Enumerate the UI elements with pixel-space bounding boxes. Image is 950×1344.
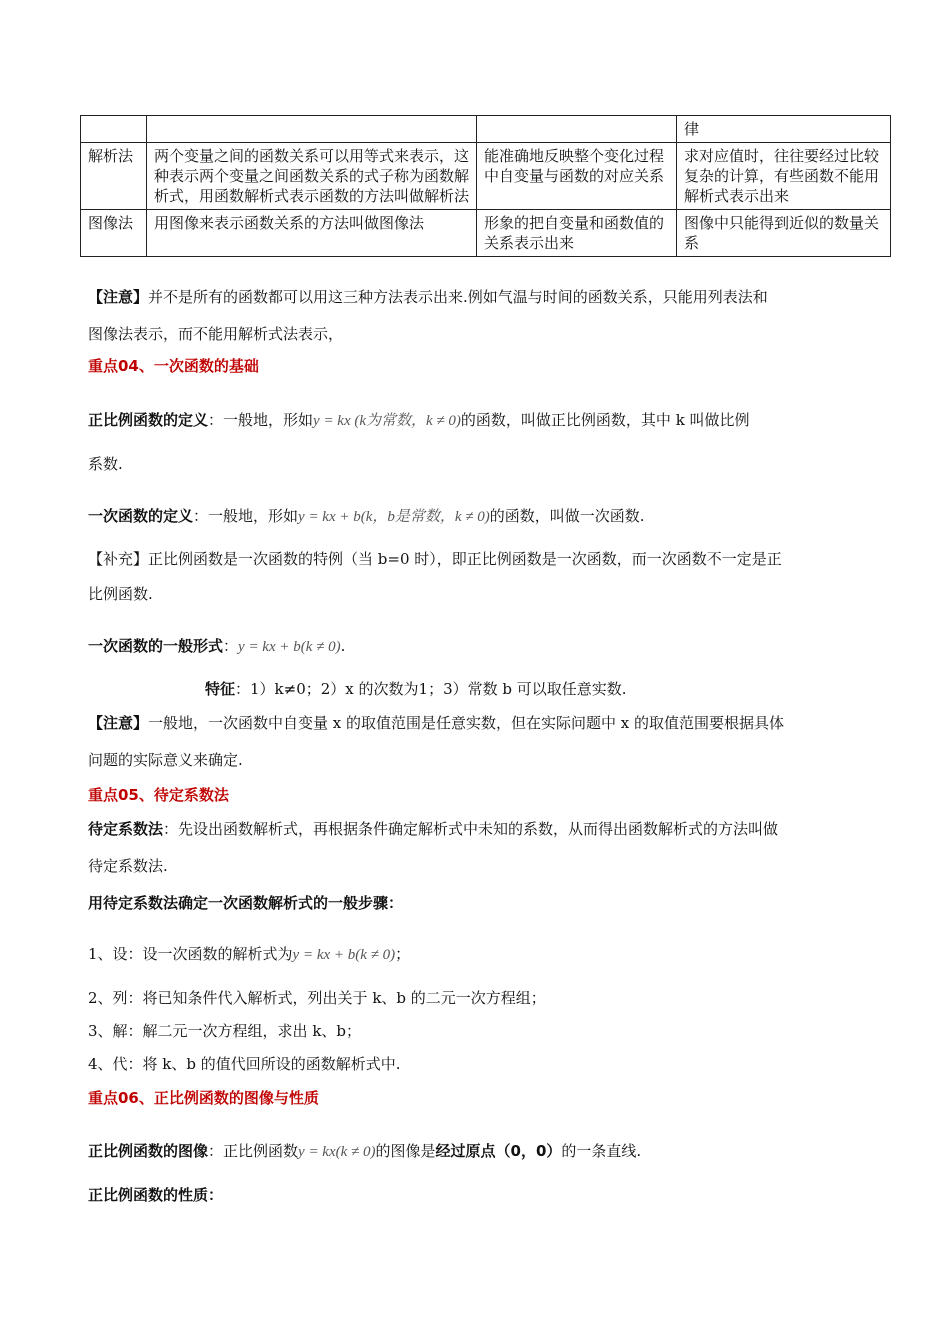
table-cell: 解析法 [81,143,147,210]
table-row [81,210,891,257]
step-item [88,943,878,966]
graph-text: 的一条直线. [561,1142,642,1160]
step-text: 1、设：设一次函数的解析式为 [88,945,293,963]
definition-label: 一次函数的定义 [88,507,194,525]
general-form-label: 一次函数的一般形式 [88,637,224,655]
table-cell: 求对应值时，往往要经过比较复杂的计算，有些函数不能用解析式表示出来 [677,143,891,210]
definition-paragraph [88,409,878,432]
supplement-text: 正比例函数是一次函数的特例（当 b=0 时），即正比例函数是一次函数，而一次函数不一定是正 [148,550,782,568]
definition-text: ：先设出函数解析式，再根据条件确定解析式中未知的系数，从而得出函数解析式的方法叫做 [163,820,779,838]
formula: y = kx(k ≠ 0) [298,1144,376,1160]
note-paragraph [88,286,878,308]
section-heading: 重点04、一次函数的基础 [88,357,259,375]
step-item: 4、代：将 k、b 的值代回所设的函数解析式中. [88,1055,401,1073]
note-text: 问题的实际意义来确定. [88,751,243,769]
definition-text: 的函数，叫做正比例函数，其中 k 叫做比例 [460,411,750,429]
formula: y = kx (k为常数，k ≠ 0) [313,413,461,429]
function-methods-table [80,115,891,257]
section-heading: 重点05、待定系数法 [88,786,229,804]
steps-title: 用待定系数法确定一次函数解析式的一般步骤： [88,894,404,912]
table-cell: 律 [677,116,891,143]
table-cell: 图像中只能得到近似的数量关系 [677,210,891,257]
definition-paragraph [88,818,878,840]
note-tag: 【注意】 [88,714,149,732]
formula: y = kx + b(k ≠ 0) [238,639,341,655]
supplement-paragraph-cont [88,583,878,605]
feature-text: ：1）k≠0；2）x 的次数为1；3）常数 b 可以取任意实数. [235,680,627,698]
definition-text: ：一般地，形如 [193,507,299,525]
definition-text: 系数. [88,455,123,473]
graph-paragraph [88,1140,878,1163]
feature-paragraph [205,678,950,700]
definition-text: 的函数，叫做一次函数. [489,507,645,525]
definition-label: 待定系数法 [88,820,164,838]
table-cell [147,116,477,143]
section-heading: 重点06、正比例函数的图像与性质 [88,1089,319,1107]
step-item: 3、解：解二元一次方程组，求出 k、b； [88,1022,362,1040]
table-cell: 用图像来表示函数关系的方法叫做图像法 [147,210,477,257]
table-cell: 两个变量之间的函数关系可以用等式来表示，这种表示两个变量之间函数关系的式子称为函数解析式，用函数解析式表示函数的方法叫做解析法 [147,143,477,210]
graph-emphasis: 经过原点（0，0） [435,1142,562,1160]
definition-label: 正比例函数的定义 [88,411,209,429]
step-item: 2、列：将已知条件代入解析式，列出关于 k、b 的二元一次方程组； [88,989,546,1007]
note-text: 并不是所有的函数都可以用这三种方法表示出来.例如气温与时间的函数关系，只能用列表法和 [148,288,768,306]
graph-text: ：正比例函数 [208,1142,299,1160]
note-text: 图像法表示，而不能用解析式法表示， [88,325,344,343]
definition-paragraph-cont [88,453,878,475]
feature-label: 特征 [205,680,236,698]
definition-paragraph-cont [88,855,878,877]
note-paragraph [88,712,878,734]
note-paragraph-cont [88,749,878,771]
table-cell: 形象的把自变量和函数值的关系表示出来 [477,210,677,257]
note-text: 一般地，一次函数中自变量 x 的取值范围是任意实数，但在实际问题中 x 的取值范围要根据具体 [148,714,785,732]
table-cell [477,116,677,143]
definition-paragraph [88,505,878,528]
table-row [81,116,891,143]
note-tag: 【注意】 [88,288,149,306]
note-paragraph-cont [88,323,878,345]
table-cell [81,116,147,143]
graph-text: 的图像是 [375,1142,436,1160]
table-cell: 能准确地反映整个变化过程中自变量与函数的对应关系 [477,143,677,210]
definition-text: 待定系数法. [88,857,168,875]
colon: ： [223,637,239,655]
period: . [340,637,346,655]
supplement-paragraph [88,548,878,570]
graph-label: 正比例函数的图像 [88,1142,209,1160]
semicolon: ； [395,945,411,963]
supplement-tag: 【补充】 [88,550,149,568]
table-row [81,143,891,210]
formula: y = kx + b(k ≠ 0) [292,947,396,963]
supplement-text: 比例函数. [88,585,153,603]
general-form-paragraph [88,635,878,658]
formula: y = kx + b(k，b是常数，k ≠ 0) [298,509,490,525]
definition-text: ：一般地，形如 [208,411,314,429]
properties-label: 正比例函数的性质： [88,1186,224,1204]
table-cell: 图像法 [81,210,147,257]
